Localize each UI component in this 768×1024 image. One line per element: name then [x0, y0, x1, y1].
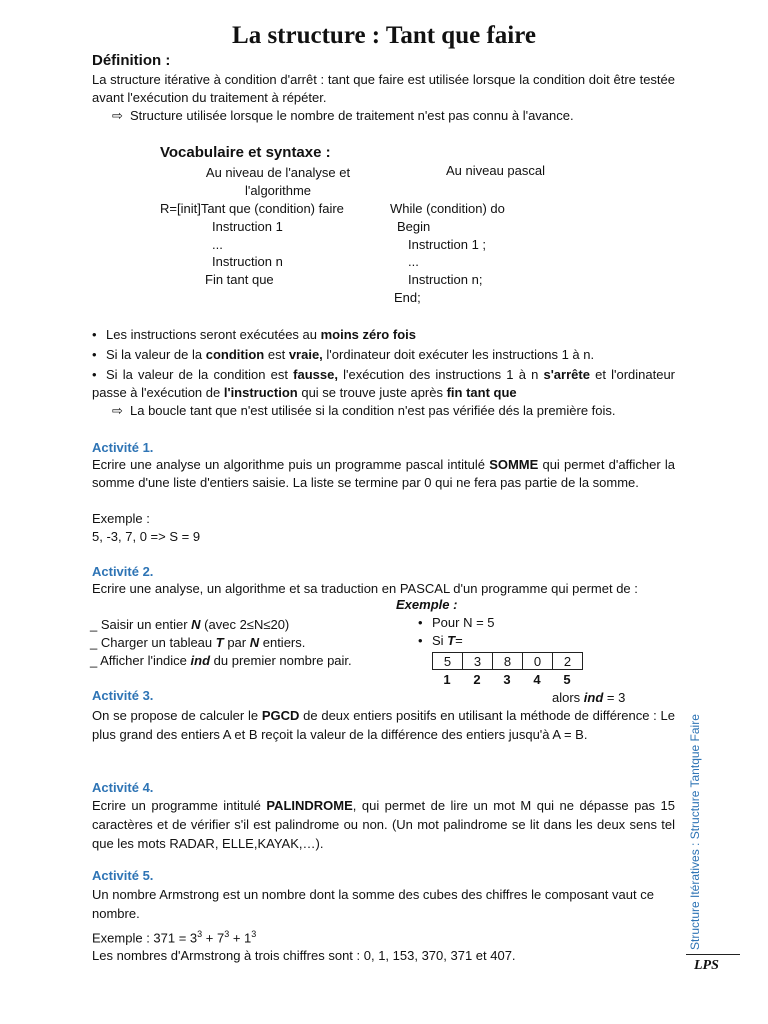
array-index: 1: [443, 672, 451, 687]
algo-syntax-block: [160, 200, 390, 289]
bullet-text: qui se trouve juste après: [297, 385, 447, 400]
exponent: 3: [224, 929, 230, 939]
bullet-text: et l'ordinateur passe à l'exécution de: [92, 367, 675, 400]
page-title: La structure : Tant que faire: [232, 22, 536, 49]
variable: N: [249, 635, 260, 650]
activity-2-example-line-2: [418, 632, 463, 650]
activity-5-text: Un nombre Armstrong est un nombre dont la somme des cubes des chiffres le composant vaut ce nombre.: [92, 887, 654, 921]
pascal-line: Instruction n;: [408, 272, 483, 288]
example-array: [432, 652, 583, 670]
activity-5-list: Les nombres d'Armstrong à trois chiffres sont : 0, 1, 153, 370, 371 et 407.: [92, 948, 516, 963]
arrow-icon: ⇨: [112, 108, 123, 123]
pascal-syntax-block: [390, 200, 590, 307]
activity-text: (avec 2≤N≤20): [200, 617, 290, 632]
array-cell: 0: [523, 653, 553, 670]
definition-arrow-text: Structure utilisée lorsque le nombre de traitement n'est pas connu à l'avance.: [130, 108, 574, 123]
bullet-3: [92, 366, 675, 402]
bullet-1: [92, 326, 677, 344]
pascal-line: Begin: [397, 218, 431, 234]
bullet-text: l'exécution des instructions 1 à n: [337, 367, 544, 382]
variable: N: [191, 617, 201, 632]
activity-1-text: [92, 456, 675, 492]
exponent: 3: [251, 929, 257, 939]
definition-text: La structure itérative à condition d'arrêt : tant que faire est utilisée lorsque la condition doit être testée avant l'exécution du traitement à répéter.: [92, 72, 675, 105]
bullet-bold: vraie,: [288, 347, 323, 362]
algo-header-line2: l'algorithme: [244, 182, 312, 198]
activity-text: , qui permet de lire un mot M qui ne dépasse pas 15 caractères et de vérifier s'il est palindrome ou non. (Un mot palindrome se lit dans les deux sens tel que les mots RADAR, ELLE,KAYAK,…).: [92, 798, 675, 851]
bullet-bold: moins zéro fois: [320, 327, 416, 342]
example-text: Si: [432, 633, 448, 648]
footer-label: LPS: [694, 958, 719, 973]
bullet-text: est: [264, 347, 289, 362]
activity-text: + 1: [229, 930, 252, 946]
array-indices: [432, 671, 582, 689]
side-vertical-label: Structure Itératives : Structure Tantque Faire: [688, 714, 702, 950]
example-text: =: [455, 633, 463, 648]
variable: ind: [190, 653, 211, 668]
example-text: alors: [552, 690, 584, 705]
algo-line: Instruction 1: [212, 218, 283, 234]
activity-text: Ecrire une analyse un algorithme puis un programme pascal intitulé: [92, 457, 490, 472]
activity-2-text: Ecrire une analyse, un algorithme et sa traduction en PASCAL d'un programme qui permet de :: [92, 581, 638, 596]
activity-bold: PALINDROME: [266, 798, 353, 813]
activity-4-heading: Activité 4.: [92, 780, 154, 795]
activity-text: _ Charger un tableau: [90, 635, 216, 650]
algo-header: [188, 164, 368, 200]
bullets-arrow-note: [112, 402, 677, 420]
activity-2-line-2: [90, 634, 305, 652]
activity-bold: SOMME: [489, 457, 539, 472]
bullet-bold: l'instruction: [223, 385, 298, 400]
activity-2-line-1: [90, 616, 289, 634]
bullet-dot-icon: •: [418, 633, 423, 648]
activity-text: _ Afficher l'indice: [90, 653, 191, 668]
activity-2-example-line-1: [418, 614, 495, 632]
bullet-bold: s'arrête: [543, 367, 590, 382]
activity-text: + 7: [202, 930, 225, 946]
bullet-dot-icon: •: [92, 347, 97, 362]
pascal-line: While (condition) do: [390, 201, 505, 216]
definition-heading: Définition :: [92, 52, 171, 69]
activity-4-text: [92, 796, 675, 853]
pascal-line: Instruction 1 ;: [408, 236, 487, 252]
activity-2-result: [552, 689, 625, 707]
bullet-text: Si la valeur de la condition est: [106, 367, 294, 382]
example-text: = 3: [603, 690, 626, 705]
exponent: 3: [197, 929, 203, 939]
bullet-dot-icon: •: [92, 367, 97, 382]
activity-text: Ecrire un programme intitulé: [92, 798, 267, 813]
bullet-dot-icon: •: [418, 615, 423, 630]
activity-text: qui permet d'afficher la somme d'une liste d'entiers saisie. La liste se termine par 0 qui ne fera pas partie de la somme.: [92, 457, 676, 490]
activity-3-text: [92, 706, 675, 744]
array-cell: 2: [553, 653, 583, 670]
activity-text: On se propose de calculer le: [92, 708, 262, 723]
activity-text: entiers.: [259, 635, 306, 650]
pascal-line: ...: [408, 254, 419, 270]
activity-text: _ Saisir un entier: [90, 617, 192, 632]
array-index: 4: [533, 672, 541, 687]
algo-header-line1: Au niveau de l'analyse et: [205, 165, 351, 180]
array-cell: 5: [433, 653, 463, 670]
algo-line: Instruction n: [212, 254, 283, 270]
bullet-text: Si la valeur de la: [106, 347, 206, 362]
activity-1-heading: Activité 1.: [92, 440, 154, 455]
array-cell: 8: [493, 653, 523, 670]
bullet-bold: condition: [205, 347, 265, 362]
activity-2-line-3: [90, 652, 352, 670]
bullet-text: l'ordinateur doit exécuter les instructions 1 à n.: [322, 347, 595, 362]
footer-divider: [686, 954, 740, 955]
bullet-2: [92, 346, 677, 364]
activity-1-example-label: Exemple :: [92, 511, 150, 526]
activity-text: Exemple : 371 = 3: [92, 930, 198, 946]
activity-2-example-heading: Exemple :: [396, 597, 458, 612]
activity-5-example: [92, 925, 256, 947]
activity-bold: PGCD: [261, 708, 300, 723]
activity-1-example: 5, -3, 7, 0 => S = 9: [92, 529, 201, 544]
variable: T: [447, 633, 456, 648]
variable: T: [215, 635, 224, 650]
activity-text: du premier nombre pair.: [210, 653, 352, 668]
vocab-heading: Vocabulaire et syntaxe :: [160, 144, 331, 161]
algo-line: R=[init]Tant que (condition) faire: [160, 201, 344, 216]
activity-text: de deux entiers positifs en utilisant la méthode de différence : Le plus grand des entiers A et B reçoit la valeur de la différence des entiers jusqu'à A = B.: [92, 708, 675, 742]
definition-arrow-note: [112, 107, 672, 125]
activity-5-heading: Activité 5.: [92, 868, 154, 883]
bullet-bold: fin tant que: [446, 385, 517, 400]
example-text: Pour N = 5: [432, 615, 495, 630]
array-cell: 3: [463, 653, 493, 670]
array-index: 3: [503, 672, 511, 687]
bullet-dot-icon: •: [92, 327, 97, 342]
activity-3-heading: Activité 3.: [92, 688, 154, 703]
bullets-arrow-text: La boucle tant que n'est utilisée si la condition n'est pas vérifiée dés la première fois.: [130, 403, 616, 418]
arrow-icon: ⇨: [112, 403, 123, 418]
activity-text: par: [223, 635, 250, 650]
bullet-bold: fausse,: [293, 367, 338, 382]
pascal-line: End;: [394, 289, 421, 305]
array-index: 2: [473, 672, 481, 687]
bullet-text: Les instructions seront exécutées au: [106, 327, 321, 342]
pascal-header: Au niveau pascal: [446, 163, 546, 178]
algo-line: ...: [212, 236, 223, 252]
array-index: 5: [563, 672, 571, 687]
algo-line: Fin tant que: [205, 272, 274, 288]
variable: ind: [583, 690, 604, 705]
activity-2-heading: Activité 2.: [92, 564, 154, 579]
